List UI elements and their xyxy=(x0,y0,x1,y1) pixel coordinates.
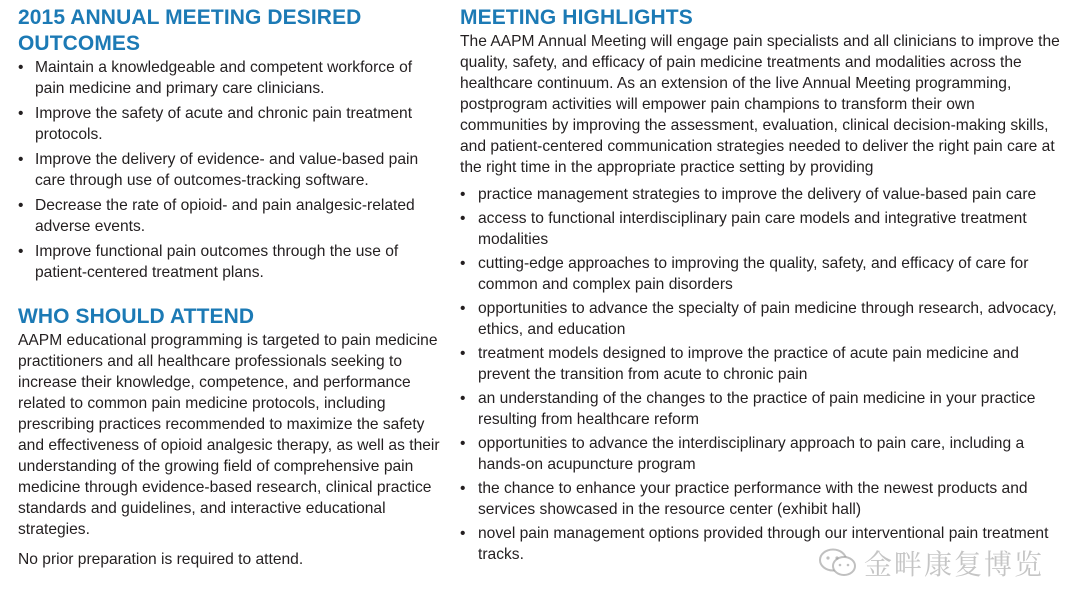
list-item-text: an understanding of the changes to the practice of pain medicine in your practice resulting from healthcare reform xyxy=(478,390,1036,428)
list-item-text: the chance to enhance your practice performance with the newest products and services showcased in the resource center (exhibit hall) xyxy=(478,480,1028,518)
list-item-text: opportunities to advance the interdisciplinary approach to pain care, including a hands-on acupuncture program xyxy=(478,435,1025,473)
list-item xyxy=(460,253,1060,295)
bullet-icon: • xyxy=(18,105,24,122)
list-item-text: Improve the safety of acute and chronic pain treatment protocols. xyxy=(35,105,413,143)
list-item xyxy=(460,208,1060,250)
list-item-text: practice management strategies to improve the delivery of value-based pain care xyxy=(478,186,1037,203)
list-item xyxy=(460,343,1060,385)
list-item-text: Improve the delivery of evidence- and value-based pain care through use of outcomes-tracking software. xyxy=(35,151,419,189)
bullet-icon: • xyxy=(460,255,466,272)
list-item-text: opportunities to advance the specialty of pain medicine through research, advocacy, ethics, and education xyxy=(478,300,1057,338)
bullet-icon: • xyxy=(460,345,466,362)
attend-paragraph: AAPM educational programming is targeted to pain medicine practitioners and all healthcare professionals seeking to increase their knowledge, competence, and performance related to common pain medicine protocols, including prescribing practices recommended to maximize the safety and effectiveness of opioid analgesic therapy, as well as their understanding of the growing field of comprehensive pain medicine through evidence-based research, clinical practice standards and guidelines, and interactive educational strategies. xyxy=(18,332,440,538)
bullet-icon: • xyxy=(460,300,466,317)
list-item xyxy=(460,298,1060,340)
bullet-icon: • xyxy=(460,480,466,497)
attend-heading: WHO SHOULD ATTEND xyxy=(18,305,255,328)
list-item-text: cutting-edge approaches to improving the quality, safety, and efficacy of care for common and complex pain disorders xyxy=(478,255,1029,293)
right-column xyxy=(460,0,1060,568)
outcomes-heading: 2015 ANNUAL MEETING DESIRED OUTCOMES xyxy=(18,6,362,55)
bullet-icon: • xyxy=(460,435,466,452)
bullet-icon: • xyxy=(18,197,24,214)
list-item-text: Improve functional pain outcomes through the use of patient-centered treatment plans. xyxy=(35,243,399,281)
outcomes-list xyxy=(18,57,443,283)
list-item xyxy=(18,195,443,237)
highlights-list xyxy=(460,184,1060,565)
list-item-text: Maintain a knowledgeable and competent workforce of pain medicine and primary care clinicians. xyxy=(35,59,413,97)
bullet-icon: • xyxy=(18,59,24,76)
list-item xyxy=(460,184,1060,205)
watermark-text: 金畔康复博览 xyxy=(863,548,1044,581)
bullet-icon: • xyxy=(18,243,24,260)
highlights-intro: The AAPM Annual Meeting will engage pain specialists and all clinicians to improve the quality, safety, and efficacy of pain medicine treatments and modalities across the healthcare continuum. As an extension of the live Annual Meeting programming, postprogram activities will empower pain champions to transform their own communities by improving the assessment, evaluation, clinical decision-making skills, and patient-centered communication strategies needed to deliver the right pain care at the right time in the appropriate practice setting by providing xyxy=(460,33,1060,176)
list-item xyxy=(18,103,443,145)
list-item-text: novel pain management options provided through our interventional pain treatment tracks. xyxy=(478,525,1049,563)
list-item xyxy=(18,57,443,99)
list-item-text: access to functional interdisciplinary pain care models and integrative treatment modalities xyxy=(478,210,1027,248)
list-item-text: Decrease the rate of opioid- and pain analgesic-related adverse events. xyxy=(35,197,415,235)
left-column xyxy=(18,0,443,570)
bullet-icon: • xyxy=(460,186,466,203)
list-item xyxy=(460,478,1060,520)
attend-note: No prior preparation is required to attend. xyxy=(18,551,304,568)
watermark xyxy=(818,543,1044,583)
list-item xyxy=(460,388,1060,430)
bullet-icon: • xyxy=(460,525,466,542)
highlights-heading: MEETING HIGHLIGHTS xyxy=(460,6,693,29)
list-item-text: treatment models designed to improve the practice of acute pain medicine and prevent the transition from acute to chronic pain xyxy=(478,345,1019,383)
bullet-icon: • xyxy=(460,210,466,227)
wechat-icon xyxy=(818,547,858,579)
list-item xyxy=(18,149,443,191)
bullet-icon: • xyxy=(18,151,24,168)
list-item xyxy=(18,241,443,283)
bullet-icon: • xyxy=(460,390,466,407)
list-item xyxy=(460,433,1060,475)
